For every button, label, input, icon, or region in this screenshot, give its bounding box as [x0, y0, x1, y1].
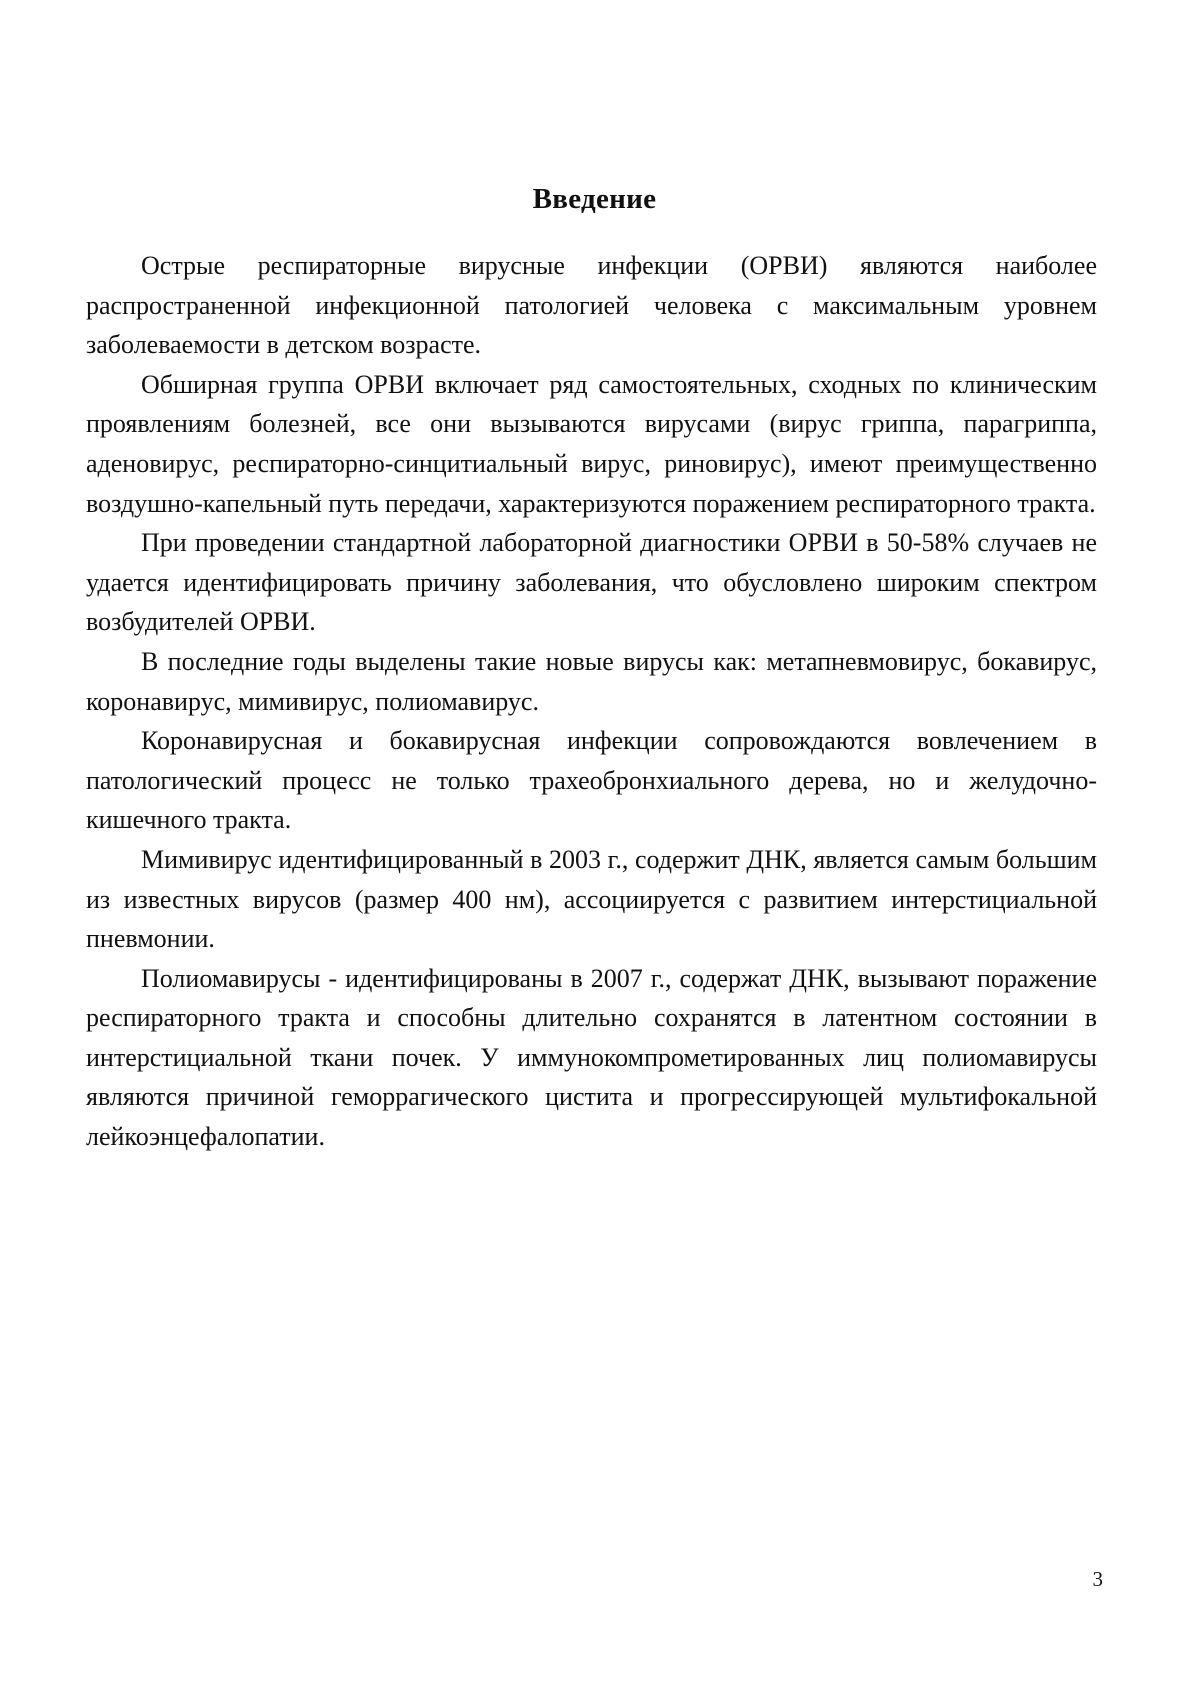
section-title: Введение	[532, 183, 657, 215]
paragraph-orvi-definition: Острые респираторные вирусные инфекции (ОРВИ) являются наиболее распространенной инфекционной патологией человека с максимальным уровнем заболеваемости в детском возрасте.	[86, 251, 1097, 360]
paragraph-diagnostics: При проведении стандартной лабораторной диагностики ОРВИ в 50-58% случаев не удается идентифицировать причину заболевания, что обусловлено широким спектром возбудителей ОРВИ.	[86, 528, 1097, 637]
paragraph-corona-boca: Коронавирусная и бокавирусная инфекции сопровождаются вовлечением в патологический процесс не только трахеобронхиального дерева, но и желудочно-кишечного тракта.	[86, 726, 1097, 835]
paragraph-orvi-group: Обширная группа ОРВИ включает ряд самостоятельных, сходных по клиническим проявлениям болезней, все они вызываются вирусами (вирус гриппа, парагриппа, аденовирус, респираторно-синцитиальный вирус, риновирус), имеют преимущественно воздушно-капельный путь передачи, характеризуются поражением респираторного тракта.	[86, 369, 1097, 518]
body-text	[86, 246, 1097, 1157]
paragraph-mimivirus: Мимивирус идентифицированный в 2003 г., содержит ДНК, является самым большим из известных вирусов (размер 400 нм), ассоциируется с развитием интерстициальной пневмонии.	[86, 844, 1097, 954]
page-number: 3	[1092, 1567, 1103, 1591]
paragraph-polyomavirus: Полиомавирусы - идентифицированы в 2007 г., содержат ДНК, вызывают поражение респираторного тракта и способны длительно сохранятся в латентном состоянии в интерстициальной ткани почек. У иммунокомпрометированных лиц полиомавирусы являются причиной геморрагического цистита и прогрессирующей мультифокальной лейкоэнцефалопатии.	[86, 963, 1097, 1152]
paragraph-new-viruses: В последние годы выделены такие новые вирусы как: метапневмовирус, бокавирус, коронавирус, мимивирус, полиомавирус.	[86, 646, 1097, 716]
